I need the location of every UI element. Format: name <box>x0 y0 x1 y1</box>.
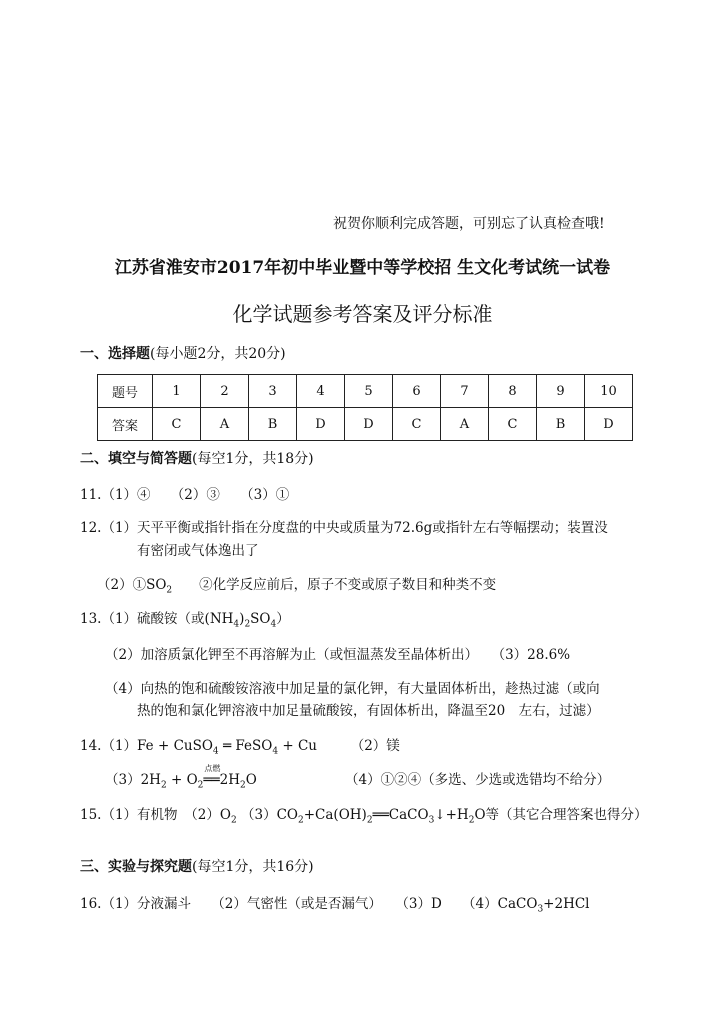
text-run: 2H <box>219 772 241 788</box>
section-2-name: 二、填空与简答题 <box>80 451 192 467</box>
answer-15 <box>80 803 648 826</box>
table-cell-question: 2 <box>201 375 249 408</box>
subscript: 2 <box>468 815 475 826</box>
text-run: （3）2H <box>105 772 161 788</box>
answer-11: 11.（1）④ （2）③ （3）① <box>80 487 290 503</box>
text-run: +Ca(OH) <box>303 807 367 823</box>
table-row-questions <box>98 375 633 408</box>
table-row-answers <box>98 408 633 441</box>
table-cell-question: 4 <box>297 375 345 408</box>
subscript: 3 <box>537 904 544 915</box>
subscript: 2 <box>298 815 304 826</box>
text-run: O等（其它合理答案也得分） <box>474 807 648 823</box>
table-cell-question: 1 <box>153 375 201 408</box>
subscript: 2 <box>366 815 373 826</box>
table-cell-answer: D <box>345 408 393 441</box>
text-run: + Cu （2）镁 <box>278 738 400 754</box>
section-3-note: (每空1分，共16分) <box>192 859 314 875</box>
table-cell-answer: C <box>489 408 537 441</box>
table-cell-question: 9 <box>537 375 585 408</box>
table-cell-answer: A <box>201 408 249 441</box>
table-header-answer: 答案 <box>98 408 153 441</box>
text-run: （3）CO <box>241 807 298 823</box>
table-cell-question: 7 <box>441 375 489 408</box>
answer-16 <box>80 892 590 915</box>
text-run: ） <box>276 611 290 627</box>
subscript: 4 <box>233 619 240 630</box>
section-2-heading <box>80 448 314 468</box>
answer-table <box>97 374 633 441</box>
subscript: 2 <box>160 780 167 791</box>
text-run: O <box>245 772 257 788</box>
table-cell-answer: B <box>249 408 297 441</box>
section-1-name: 一、选择题 <box>80 346 150 362</box>
section-3-heading <box>80 856 314 876</box>
table-header-question: 题号 <box>98 375 153 408</box>
section-2-note: (每空1分，共18分) <box>192 451 314 467</box>
table-cell-answer: C <box>153 408 201 441</box>
text-run: ═ FeSO <box>218 738 273 754</box>
table-cell-question: 5 <box>345 375 393 408</box>
table-cell-answer: B <box>537 408 585 441</box>
section-1-heading <box>80 343 286 363</box>
answer-13-line-2: （2）加溶质氯化钾至不再溶解为止（或恒温蒸发至晶体析出） （3）28.6% <box>105 647 571 663</box>
section-1-note: (每小题2分，共20分) <box>150 346 286 362</box>
answer-12-line-3 <box>97 573 496 596</box>
text-run: + O <box>166 772 198 788</box>
exam-title: 江苏省淮安市2017年初中毕业暨中等学校招 生文化考试统一试卷 <box>114 258 611 278</box>
text-run: +2HCl <box>543 896 590 912</box>
condition-label: 点燃 <box>204 764 221 773</box>
table-cell-question: 10 <box>585 375 633 408</box>
text-run: ↓+H <box>434 807 469 823</box>
answer-12-line-2: 有密闭或气体逸出了 <box>137 543 259 559</box>
table-cell-question: 3 <box>249 375 297 408</box>
text-run: SO <box>250 611 271 627</box>
subscript: 4 <box>272 746 279 757</box>
answer-13-line-4: 热的饱和氯化钾溶液中加足量硫酸铵，有固体析出，降温至20 左右，过滤） <box>137 703 600 719</box>
subscript: 2 <box>244 619 251 630</box>
subscript: 3 <box>428 815 435 826</box>
text-run: 15.（1）有机物 （2）O <box>80 807 231 823</box>
equals-sign: ══ <box>203 772 220 788</box>
subscript: 2 <box>197 780 204 791</box>
answer-14-line-2 <box>105 764 257 791</box>
subscript: 2 <box>166 585 173 596</box>
subscript: 2 <box>240 780 246 791</box>
table-cell-question: 6 <box>393 375 441 408</box>
table-cell-answer: D <box>585 408 633 441</box>
answer-13-line-1 <box>80 607 290 630</box>
table-cell-answer: C <box>393 408 441 441</box>
text-run: 16.（1）分液漏斗 （2）气密性（或是否漏气） （3）D （4）CaCO <box>80 896 538 912</box>
subscript: 4 <box>270 619 277 630</box>
document-title: 化学试题参考答案及评分标准 <box>232 302 493 326</box>
reaction-condition <box>203 764 221 788</box>
text-run: 13.（1）硫酸铵（或(NH <box>80 611 234 627</box>
table-cell-answer: D <box>297 408 345 441</box>
text-run: 14.（1）Fe + CuSO <box>80 738 213 754</box>
text-run: ══CaCO <box>372 807 429 823</box>
table-cell-question: 8 <box>489 375 537 408</box>
section-3-name: 三、实验与探究题 <box>80 859 192 875</box>
text-run: ②化学反应前后，原子不变或原子数目和种类不变 <box>172 577 497 593</box>
table-cell-answer: A <box>441 408 489 441</box>
answer-13-line-3: （4）向热的饱和硫酸铵溶液中加足量的氯化钾，有大量固体析出，趁热过滤（或向 <box>105 681 600 697</box>
text-run: （2）①SO <box>97 577 167 593</box>
subscript: 4 <box>212 746 219 757</box>
answer-14-line-2-part-4: （4）①②④（多选、少选或选错均不给分） <box>345 772 611 788</box>
answer-14-line-1 <box>80 734 400 757</box>
text-run: ) <box>239 611 245 627</box>
answer-12-line-1: 12.（1）天平平衡或指针指在分度盘的中央或质量为72.6g或指针左右等幅摆动；装置没 <box>80 520 608 536</box>
greeting-text: 祝贺你顺利完成答题，可别忘了认真检查哦! <box>333 216 605 232</box>
subscript: 2 <box>230 815 237 826</box>
